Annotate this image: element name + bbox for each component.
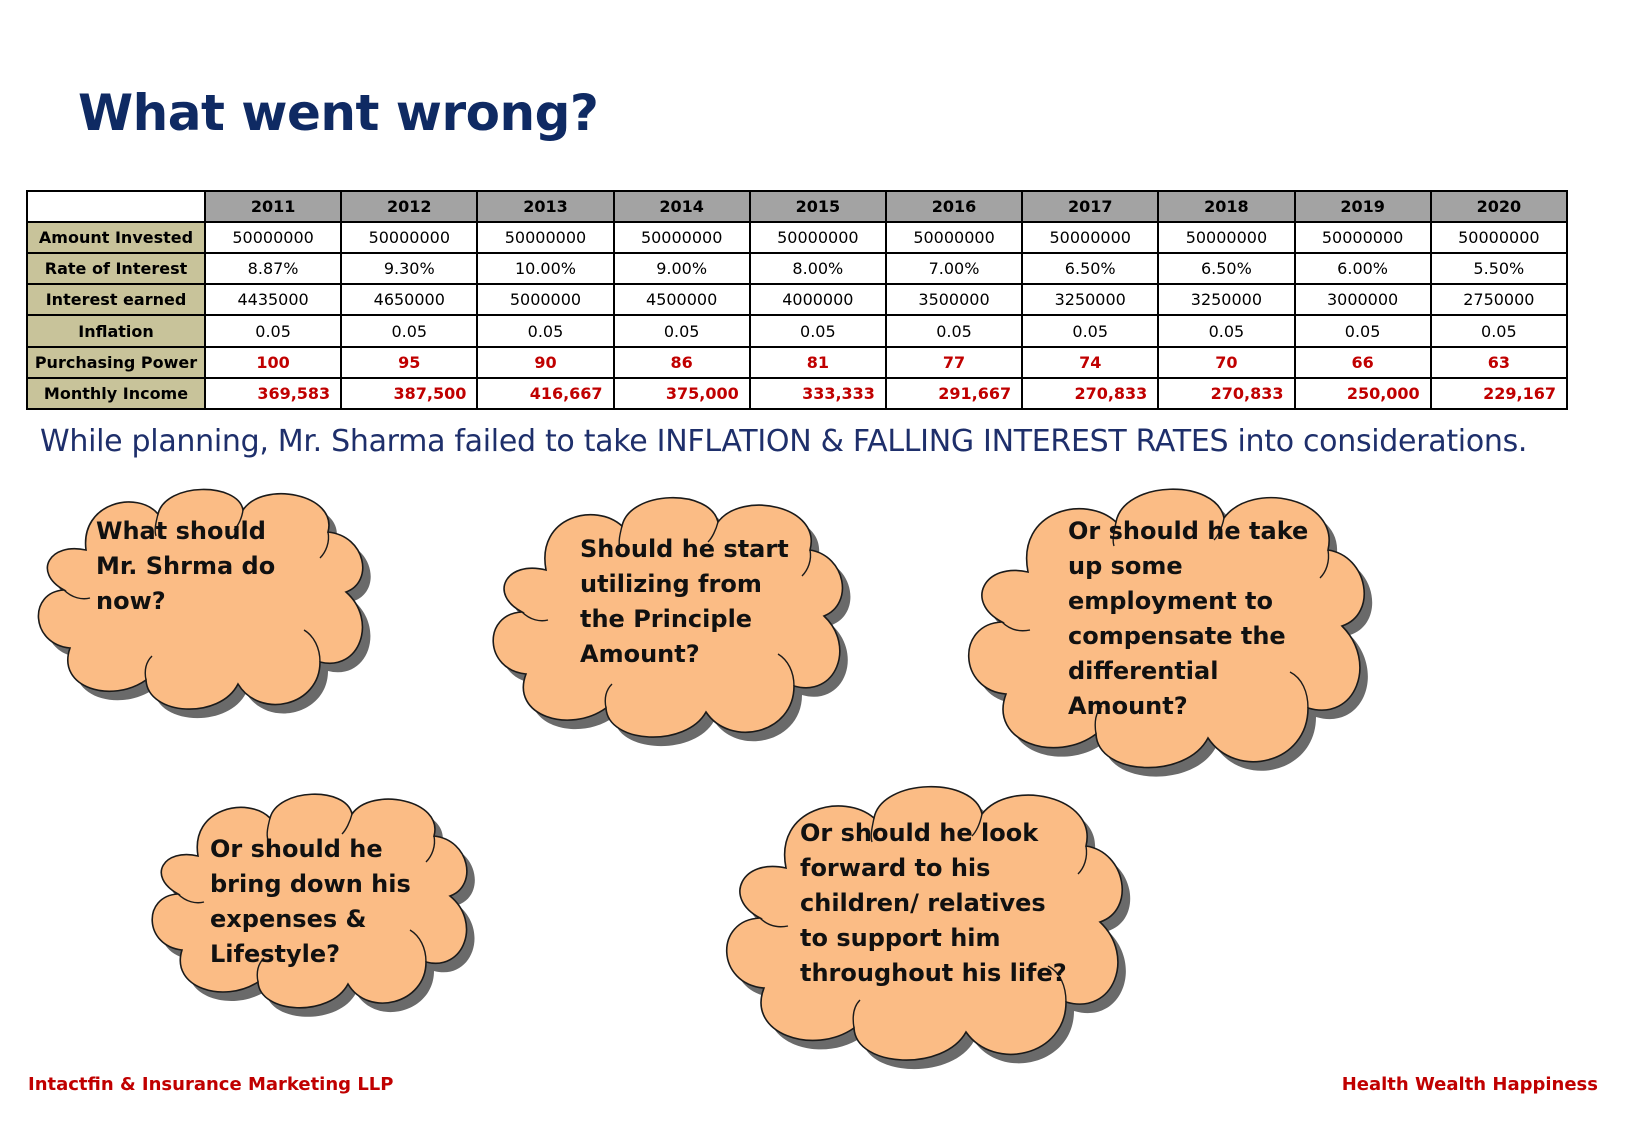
table-cell: 5.50% <box>1431 253 1567 284</box>
table-cell: 0.05 <box>477 315 613 346</box>
cloud-question: Or should he look forward to his children/ relatives to support him throughout his life? <box>800 819 1067 987</box>
table-cell: 50000000 <box>1295 222 1431 253</box>
table-cell: 8.87% <box>205 253 341 284</box>
year-header: 2013 <box>477 191 613 222</box>
year-header: 2018 <box>1158 191 1294 222</box>
row-label: Purchasing Power <box>27 347 205 378</box>
row-label: Inflation <box>27 315 205 346</box>
year-header: 2015 <box>750 191 886 222</box>
table-cell: 4435000 <box>205 284 341 315</box>
table-header-row <box>27 191 1567 222</box>
table-cell: 66 <box>1295 347 1431 378</box>
thought-cloud <box>484 486 856 748</box>
row-label: Rate of Interest <box>27 253 205 284</box>
table-row-amount-invested <box>27 222 1567 253</box>
row-label: Amount Invested <box>27 222 205 253</box>
year-header: 2014 <box>614 191 750 222</box>
table-cell: 8.00% <box>750 253 886 284</box>
table-cell: 74 <box>1022 347 1158 378</box>
table-cell: 3250000 <box>1158 284 1294 315</box>
table-cell: 6.50% <box>1158 253 1294 284</box>
table-cell: 9.30% <box>341 253 477 284</box>
table-cell: 3000000 <box>1295 284 1431 315</box>
thought-cloud <box>716 774 1136 1074</box>
table-cell: 50000000 <box>205 222 341 253</box>
year-header: 2012 <box>341 191 477 222</box>
table-cell: 6.50% <box>1022 253 1158 284</box>
table-cell: 70 <box>1158 347 1294 378</box>
thought-cloud <box>142 786 482 1020</box>
table-cell: 63 <box>1431 347 1567 378</box>
table-cell: 50000000 <box>614 222 750 253</box>
year-header: 2011 <box>205 191 341 222</box>
table-cell: 416,667 <box>477 378 613 409</box>
table-cell: 9.00% <box>614 253 750 284</box>
year-header: 2017 <box>1022 191 1158 222</box>
year-header: 2016 <box>886 191 1022 222</box>
table-cell: 270,833 <box>1022 378 1158 409</box>
table-cell: 4650000 <box>341 284 477 315</box>
table-cell: 5000000 <box>477 284 613 315</box>
table-cell: 291,667 <box>886 378 1022 409</box>
table-cell: 4000000 <box>750 284 886 315</box>
table-cell: 86 <box>614 347 750 378</box>
table-cell: 50000000 <box>341 222 477 253</box>
row-label: Monthly Income <box>27 378 205 409</box>
table-cell: 7.00% <box>886 253 1022 284</box>
table-cell: 4500000 <box>614 284 750 315</box>
table-cell: 100 <box>205 347 341 378</box>
table-row-inflation <box>27 315 1567 346</box>
cloud-question: What should Mr. Shrma do now? <box>96 517 276 615</box>
table-cell: 0.05 <box>205 315 341 346</box>
table-cell: 81 <box>750 347 886 378</box>
table-cell: 90 <box>477 347 613 378</box>
table-row-rate-of-interest <box>27 253 1567 284</box>
table-row-monthly-income <box>27 378 1567 409</box>
table-cell: 229,167 <box>1431 378 1567 409</box>
table-cell: 50000000 <box>477 222 613 253</box>
table-cell: 270,833 <box>1158 378 1294 409</box>
investment-table <box>26 190 1568 410</box>
thought-cloud <box>28 480 378 720</box>
table-cell: 95 <box>341 347 477 378</box>
table-cell: 0.05 <box>1158 315 1294 346</box>
table-cell: 0.05 <box>1022 315 1158 346</box>
table-row-interest-earned <box>27 284 1567 315</box>
row-label: Interest earned <box>27 284 205 315</box>
table-cell: 0.05 <box>1431 315 1567 346</box>
footer-tagline: Health Wealth Happiness <box>1341 1074 1598 1095</box>
table-cell: 50000000 <box>750 222 886 253</box>
table-cell: 0.05 <box>1295 315 1431 346</box>
table-cell: 6.00% <box>1295 253 1431 284</box>
thought-cloud <box>958 476 1378 782</box>
table-cell: 250,000 <box>1295 378 1431 409</box>
cloud-question: Or should he take up some employment to compensate the differential Amount? <box>1068 517 1309 720</box>
table-cell: 50000000 <box>1431 222 1567 253</box>
footer-company: Intactfin & Insurance Marketing LLP <box>28 1074 394 1095</box>
cloud-question: Or should he bring down his expenses & Lifestyle? <box>210 835 411 968</box>
table-cell: 0.05 <box>750 315 886 346</box>
table-cell: 3250000 <box>1022 284 1158 315</box>
table-cell: 0.05 <box>886 315 1022 346</box>
table-cell: 50000000 <box>1158 222 1294 253</box>
page-title: What went wrong? <box>78 84 599 142</box>
table-corner-cell <box>27 191 205 222</box>
cloud-question: Should he start utilizing from the Principle Amount? <box>580 535 789 668</box>
subtitle: While planning, Mr. Sharma failed to take INFLATION & FALLING INTEREST RATES into considerations. <box>40 424 1528 459</box>
table-cell: 50000000 <box>886 222 1022 253</box>
year-header: 2019 <box>1295 191 1431 222</box>
table-cell: 0.05 <box>614 315 750 346</box>
table-cell: 333,333 <box>750 378 886 409</box>
table-cell: 10.00% <box>477 253 613 284</box>
table-cell: 2750000 <box>1431 284 1567 315</box>
table-cell: 387,500 <box>341 378 477 409</box>
table-cell: 375,000 <box>614 378 750 409</box>
table-cell: 369,583 <box>205 378 341 409</box>
table-cell: 50000000 <box>1022 222 1158 253</box>
table-row-purchasing-power <box>27 347 1567 378</box>
table-cell: 0.05 <box>341 315 477 346</box>
year-header: 2020 <box>1431 191 1567 222</box>
table-cell: 3500000 <box>886 284 1022 315</box>
table-cell: 77 <box>886 347 1022 378</box>
